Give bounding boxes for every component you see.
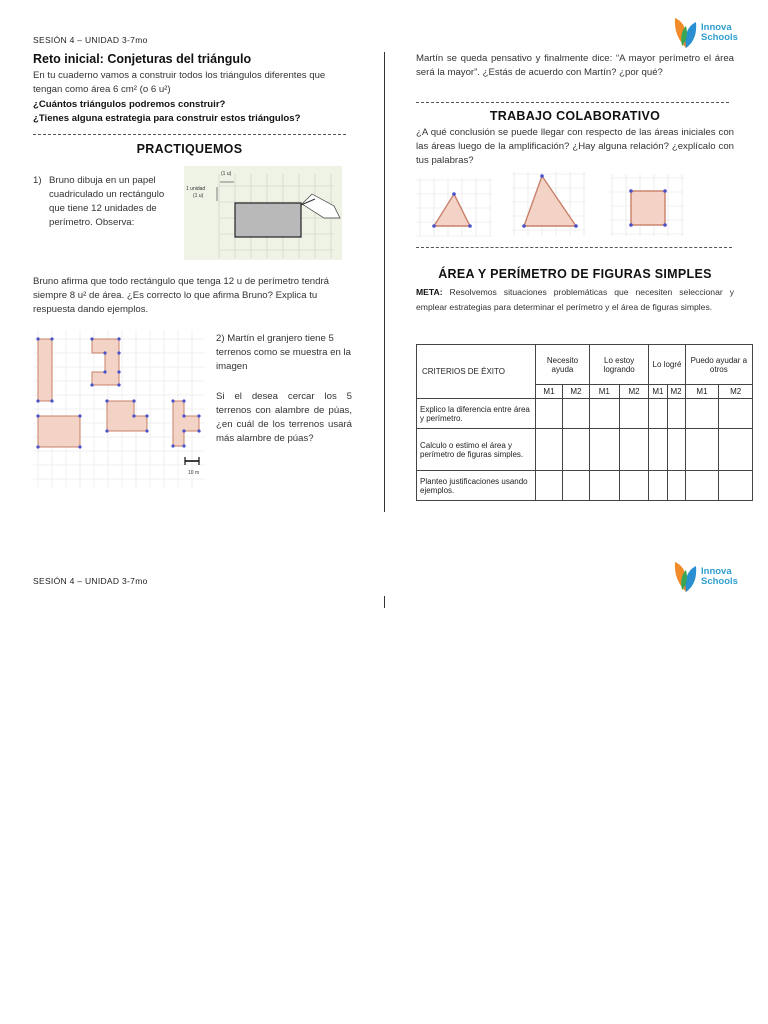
meta-label: META: [416, 287, 443, 297]
logo-line2: Schools [701, 32, 738, 43]
fig1-left-label-2: (1 u) [193, 193, 204, 199]
check-cell[interactable] [619, 399, 649, 429]
criteria-header-row [417, 345, 753, 385]
level-header: Puedo ayudar a otros [685, 345, 752, 385]
level-header: Lo estoy logrando [589, 345, 648, 385]
check-cell[interactable] [536, 399, 563, 429]
level-header: Lo logré [649, 345, 685, 385]
criteria-row [417, 429, 753, 471]
item1-text: Bruno dibuja en un papel cuadriculado un rectángulo que tiene 12 unidades de perímetro. Observa: [49, 175, 165, 228]
check-cell[interactable] [589, 429, 619, 471]
moment-header: M1 [649, 385, 667, 399]
terrains-figure [33, 330, 205, 487]
check-cell[interactable] [619, 471, 649, 501]
criteria-table [416, 344, 753, 501]
innova-logo [672, 16, 738, 50]
meta-text [416, 285, 734, 315]
martin-question: Martín se queda pensativo y finalmente dice: “A mayor perímetro el área será la mayor”. ¿Estás de acuerdo con Martín? ¿por qué? [416, 53, 734, 78]
check-cell[interactable] [562, 399, 589, 429]
innova-logo-page2 [672, 560, 738, 594]
check-cell[interactable] [667, 429, 685, 471]
trabajo-title: TRABAJO COLABORATIVO [489, 109, 661, 123]
criteria-label: Explico la diferencia entre área y perímetro. [417, 399, 536, 429]
column-divider-page2 [384, 596, 385, 608]
reto-question-2: ¿Tienes alguna estrategia para construir estos triángulos? [33, 113, 301, 124]
check-cell[interactable] [649, 399, 667, 429]
grid-rectangle-figure [184, 166, 342, 260]
moment-header: M2 [719, 385, 753, 399]
session-header-page2: SESIÓN 4 – UNIDAD 3-7mo [33, 576, 148, 586]
reto-question-1: ¿Cuántos triángulos podremos construir? [33, 99, 226, 110]
meta-body: Resolvemos situaciones problemáticas que necesiten seleccionar y emplear estrategias para determinar el perímetro y el área de figuras simples. [416, 287, 734, 312]
item2-text: 2) Martín el granjero tiene 5 terrenos como se muestra en la imagen [216, 333, 351, 372]
moment-header: M2 [619, 385, 649, 399]
check-cell[interactable] [685, 399, 719, 429]
criteria-label: Planteo justificaciones usando ejemplos. [417, 471, 536, 501]
session-header: SESIÓN 4 – UNIDAD 3-7mo [33, 35, 148, 45]
level-header: Necesito ayuda [536, 345, 590, 385]
check-cell[interactable] [536, 471, 563, 501]
check-cell[interactable] [719, 429, 753, 471]
item1-number: 1) [33, 175, 42, 186]
item2-question: Si el desea cercar los 5 terrenos con alambre de púas, ¿en cuál de los terrenos usará más alambre de púas? [216, 391, 352, 444]
check-cell[interactable] [685, 429, 719, 471]
criteria-row [417, 399, 753, 429]
scale-label: 10 m [188, 470, 200, 476]
practiquemos-title: PRACTIQUEMOS [136, 142, 243, 156]
moment-header: M1 [685, 385, 719, 399]
check-cell[interactable] [562, 429, 589, 471]
bruno-claim: Bruno afirma que todo rectángulo que tenga 12 u de perímetro tendrá siempre 8 u² de área. ¿Es correcto lo que afirma Bruno? Explica tu respuesta dando ejemplos. [33, 276, 330, 315]
check-cell[interactable] [649, 429, 667, 471]
check-cell[interactable] [719, 399, 753, 429]
reto-intro: En tu cuaderno vamos a construir todos los triángulos diferentes que tengan como área 6 cm² (o 6 u²) [33, 70, 326, 95]
moment-header: M2 [562, 385, 589, 399]
check-cell[interactable] [667, 471, 685, 501]
separator [33, 134, 346, 135]
check-cell[interactable] [649, 471, 667, 501]
check-cell[interactable] [685, 471, 719, 501]
separator [416, 102, 729, 103]
logo-line1: Innova [701, 22, 732, 33]
innova-leaf-icon [672, 16, 698, 50]
trabajo-text: ¿A qué conclusión se puede llegar con respecto de las áreas iniciales con las áreas luego de la amplificación? ¿Hay alguna relación? ¿explícalo con tus palabras? [416, 127, 734, 166]
fig1-top-label: (1 u) [221, 171, 232, 177]
moment-header: M2 [667, 385, 685, 399]
logo-line2: Schools [701, 576, 738, 587]
check-cell[interactable] [589, 471, 619, 501]
criteria-header-cell: CRITERIOS DE ÉXITO [417, 345, 536, 399]
fig1-left-label-1: 1 unidad [186, 186, 206, 192]
check-cell[interactable] [536, 429, 563, 471]
column-divider [384, 52, 385, 512]
reto-title: Reto inicial: Conjeturas del triángulo [33, 52, 252, 66]
check-cell[interactable] [562, 471, 589, 501]
moment-header: M1 [589, 385, 619, 399]
criteria-label: Calculo o estimo el área y perímetro de figuras simples. [417, 429, 536, 471]
criteria-row [417, 471, 753, 501]
check-cell[interactable] [619, 429, 649, 471]
moment-header: M1 [536, 385, 563, 399]
separator [416, 247, 732, 248]
amplification-figures [416, 170, 686, 240]
logo-line1: Innova [701, 566, 732, 577]
check-cell[interactable] [589, 399, 619, 429]
check-cell[interactable] [719, 471, 753, 501]
innova-leaf-icon [672, 560, 698, 594]
area-title: ÁREA Y PERÍMETRO DE FIGURAS SIMPLES [438, 267, 712, 281]
check-cell[interactable] [667, 399, 685, 429]
